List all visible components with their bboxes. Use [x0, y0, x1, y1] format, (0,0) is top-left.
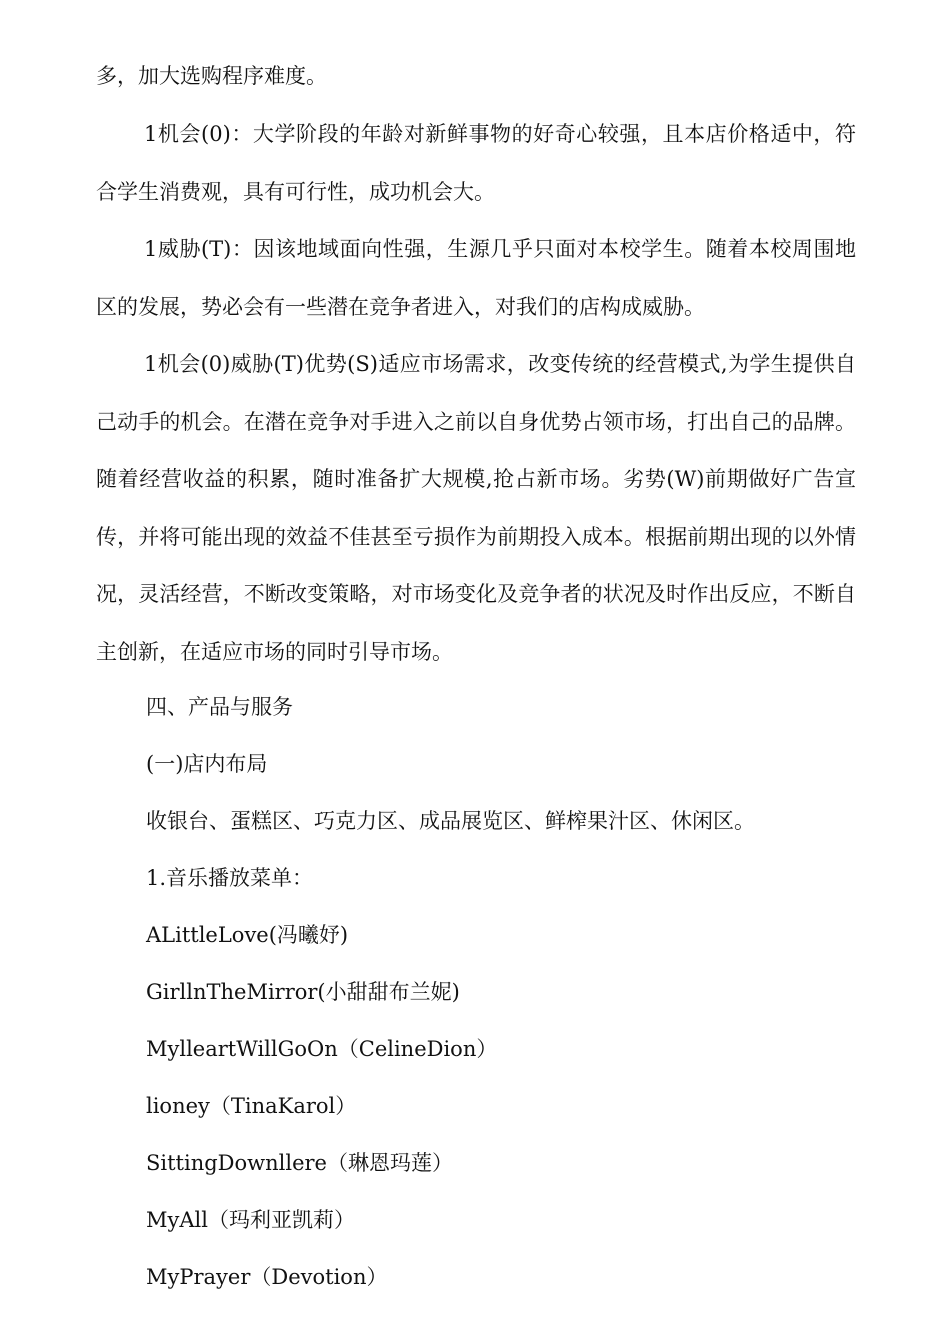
paragraph-continuation: 多，加大选购程序难度。	[96, 64, 327, 88]
music-list-item: SittingDownllere（琳恩玛莲）	[146, 1151, 453, 1175]
music-list-item: ALittleLove(冯曦妤)	[146, 923, 349, 947]
subsection-heading: (一)店内布局	[146, 752, 268, 776]
music-list-item: MyPrayer（Devotion）	[146, 1265, 388, 1289]
music-menu-heading: 1.音乐播放菜单：	[146, 866, 314, 890]
music-list-item: GirllnTheMirror(小甜甜布兰妮)	[146, 980, 460, 1004]
section-heading: 四、产品与服务	[146, 695, 293, 719]
music-list-item: lioney（TinaKarol）	[146, 1094, 357, 1118]
layout-areas-text: 收银台、蛋糕区、巧克力区、成品展览区、鲜榨果汁区、休闲区。	[146, 809, 755, 833]
paragraph-threat: 1威胁(T)：因该地域面向性强，生源几乎只面对本校学生。随着本校周围地区的发展，势必会有一些潜在竞争者进入，对我们的店构成威胁。	[96, 237, 856, 319]
music-list-item: MylleartWillGoOn（CelineDion）	[146, 1037, 498, 1061]
paragraph-opportunity: 1机会(0)：大学阶段的年龄对新鲜事物的好奇心较强，且本店价格适中，符合学生消费观，具有可行性，成功机会大。	[96, 122, 856, 204]
paragraph-strategy: 1机会(0)威胁(T)优势(S)适应市场需求，改变传统的经营模式,为学生提供自己动手的机会。在潜在竞争对手进入之前以自身优势占领市场，打出自己的品牌。随着经营收益的积累，随时准备扩大规模,抢占新市场。劣势(W)前期做好广告宣传，并将可能出现的效益不佳甚至亏损作为前期投入成本。根据前期出现的以外情况，灵活经营，不断改变策略，对市场变化及竞争者的状况及时作出反应，不断自主创新，在适应市场的同时引导市场。	[96, 352, 856, 664]
music-list-item: MyAll（玛利亚凯莉）	[146, 1208, 355, 1232]
